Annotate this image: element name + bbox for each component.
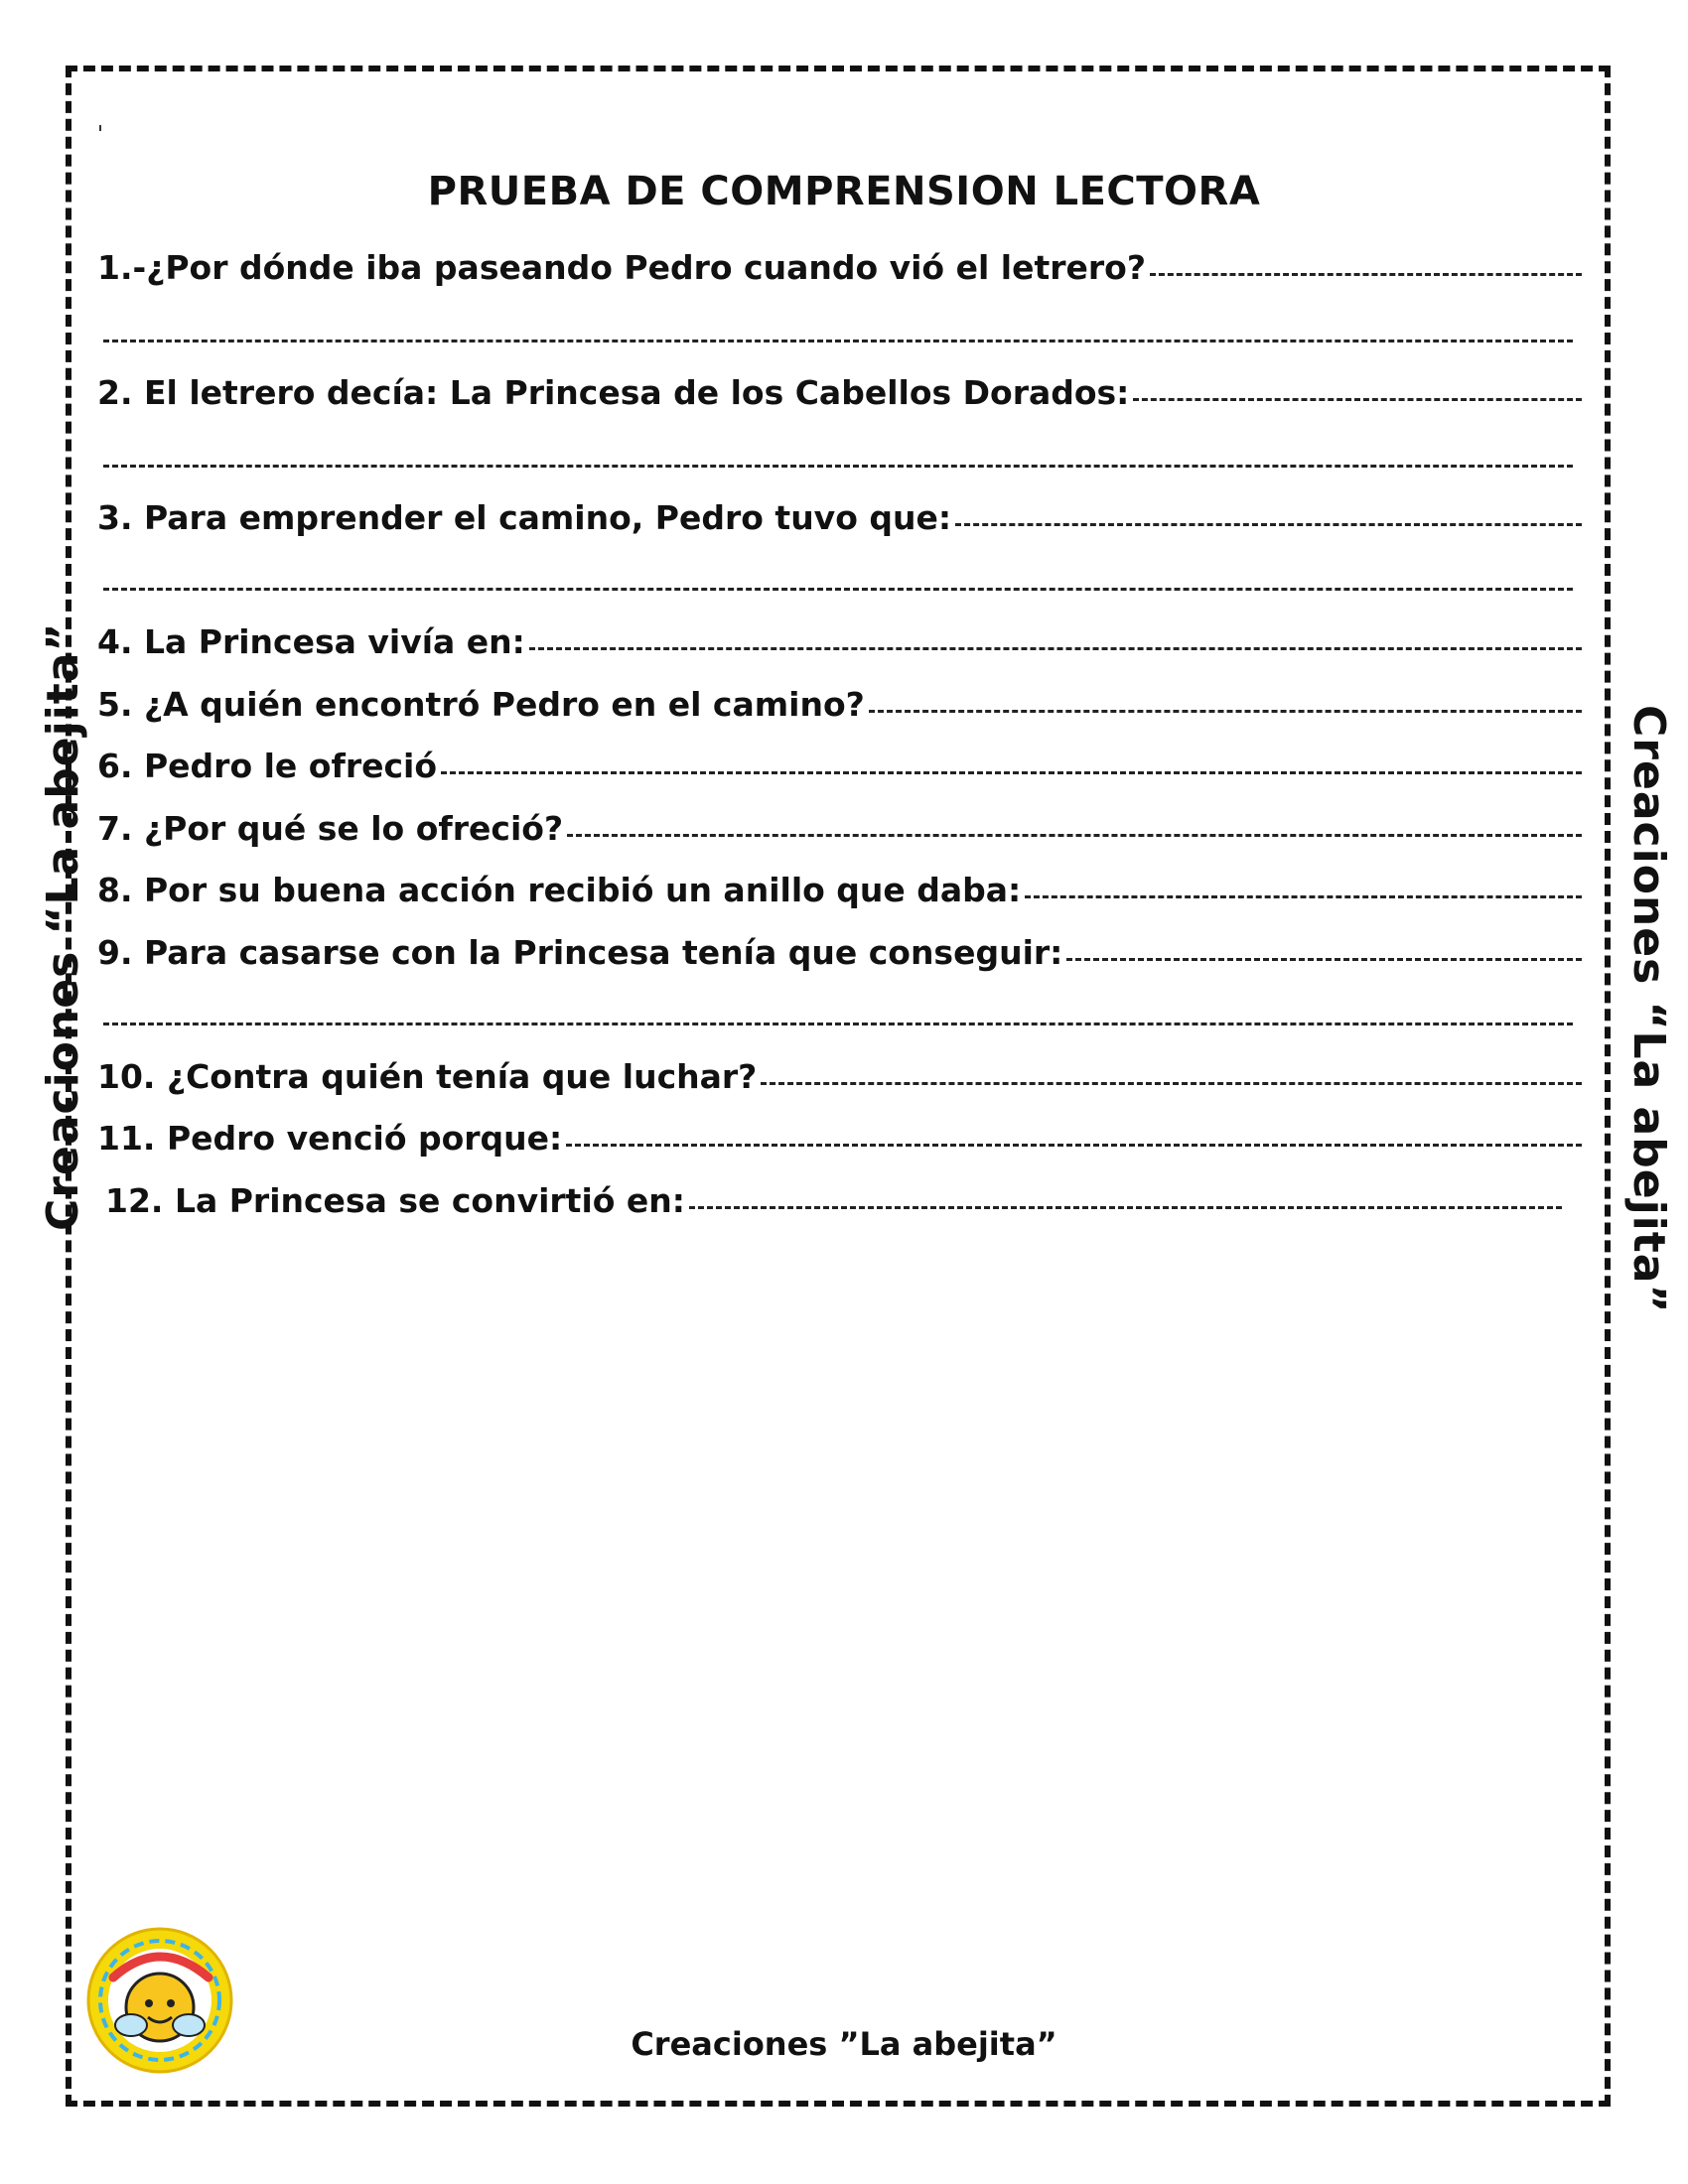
question-8 bbox=[97, 871, 1582, 909]
question-4 bbox=[97, 622, 1582, 661]
question-12-text: 12. La Princesa se convirtió en: bbox=[105, 1181, 685, 1220]
question-9-text: 9. Para casarse con la Princesa tenía que conseguir: bbox=[97, 933, 1063, 972]
question-10-text: 10. ¿Contra quién tenía que luchar? bbox=[97, 1057, 758, 1096]
question-4-text: 4. La Princesa vivía en: bbox=[97, 622, 525, 661]
question-12 bbox=[105, 1181, 1562, 1220]
answer-line-1b[interactable] bbox=[103, 340, 1573, 342]
answer-blank-2[interactable] bbox=[1133, 398, 1582, 401]
answer-line-9b[interactable] bbox=[103, 1023, 1573, 1025]
question-5 bbox=[97, 685, 1582, 724]
answer-blank-9[interactable] bbox=[1066, 958, 1582, 961]
question-9 bbox=[97, 933, 1582, 972]
question-1 bbox=[97, 248, 1582, 287]
question-7 bbox=[97, 809, 1582, 848]
answer-blank-8[interactable] bbox=[1025, 895, 1582, 898]
question-7-text: 7. ¿Por qué se lo ofreció? bbox=[97, 809, 564, 848]
question-5-text: 5. ¿A quién encontró Pedro en el camino? bbox=[97, 685, 865, 724]
answer-blank-3[interactable] bbox=[955, 523, 1582, 526]
question-6-text: 6. Pedro le ofreció bbox=[97, 747, 438, 785]
footer-credit: Creaciones ”La abejita” bbox=[631, 2025, 1057, 2063]
answer-blank-11[interactable] bbox=[566, 1144, 1582, 1147]
question-2 bbox=[97, 373, 1582, 412]
question-1-text: 1.-¿Por dónde iba paseando Pedro cuando vió el letrero? bbox=[97, 248, 1146, 287]
question-6 bbox=[97, 747, 1582, 785]
question-11-text: 11. Pedro venció porque: bbox=[97, 1119, 563, 1158]
answer-line-3b[interactable] bbox=[103, 588, 1573, 591]
question-3-text: 3. Para emprender el camino, Pedro tuvo que: bbox=[97, 498, 952, 537]
answer-blank-12[interactable] bbox=[689, 1206, 1562, 1209]
question-11 bbox=[97, 1119, 1582, 1158]
side-watermark-left: Creaciones “La abejita” bbox=[38, 621, 88, 1231]
answer-line-2b[interactable] bbox=[103, 465, 1573, 468]
question-10 bbox=[97, 1057, 1582, 1096]
question-8-text: 8. Por su buena acción recibió un anillo que daba: bbox=[97, 871, 1022, 909]
page-title: PRUEBA DE COMPRENSION LECTORA bbox=[427, 169, 1261, 214]
question-2-text: 2. El letrero decía: La Princesa de los Cabellos Dorados: bbox=[97, 373, 1130, 412]
answer-blank-6[interactable] bbox=[441, 771, 1582, 774]
side-watermark-right: Creaciones “La abejita” bbox=[1623, 705, 1674, 1314]
answer-blank-10[interactable] bbox=[761, 1082, 1582, 1085]
answer-blank-7[interactable] bbox=[567, 834, 1582, 837]
answer-blank-1[interactable] bbox=[1150, 273, 1582, 276]
answer-blank-5[interactable] bbox=[869, 710, 1582, 713]
stray-mark bbox=[99, 125, 101, 131]
answer-blank-4[interactable] bbox=[529, 647, 1582, 650]
question-3 bbox=[97, 498, 1582, 537]
